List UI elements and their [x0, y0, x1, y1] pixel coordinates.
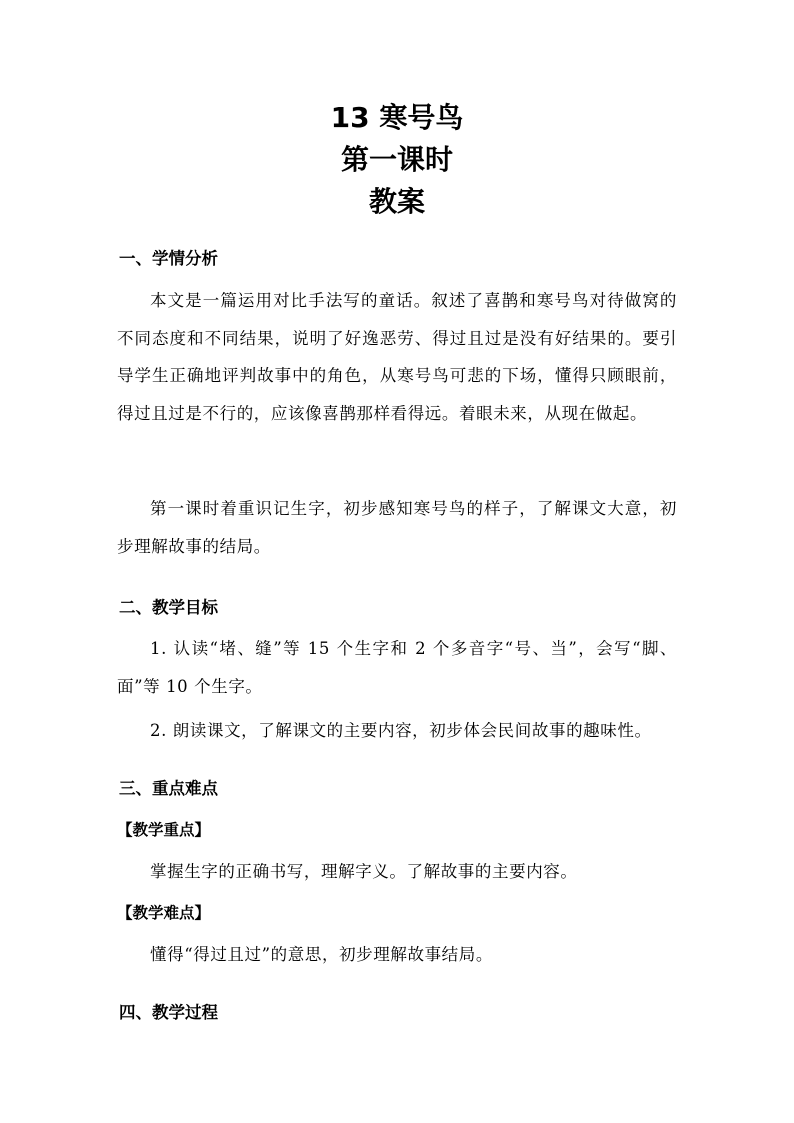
focus-text: 掌握生字的正确书写，理解字义。了解故事的主要内容。: [150, 862, 578, 881]
analysis-paragraph-2: 第一课时着重识记生字，初步感知寒号鸟的样子，了解课文大意，初步理解故事的结局。: [117, 499, 677, 556]
difficulty-text: 懂得“得过且过”的意思，初步理解故事结局。: [150, 945, 493, 964]
section-heading-process: 四、教学过程: [119, 1003, 218, 1022]
lesson-doc-type: 教案: [368, 185, 425, 218]
focus-label: 【教学重点】: [117, 821, 211, 839]
goal-item-2: 2. 朗读课文，了解课文的主要内容，初步体会民间故事的趣味性。: [150, 721, 652, 740]
section-heading-key-points: 三、重点难点: [119, 779, 218, 798]
lesson-period: 第一课时: [340, 143, 453, 176]
analysis-paragraph-1: 本文是一篇运用对比手法写的童话。叙述了喜鹊和寒号鸟对待做窝的不同态度和不同结果，说明了好逸恶劳、得过且过是没有好结果的。要引导学生正确地评判故事中的角色，从寒号鸟可悲的下场，懂得只顾眼前，得过且过是不行的，应该像喜鹊那样看得远。着眼未来，从现在做起。: [117, 291, 677, 423]
lesson-title: 13 寒号鸟: [330, 101, 464, 134]
difficulty-label: 【教学难点】: [117, 904, 211, 922]
section-heading-goals: 二、教学目标: [119, 598, 218, 617]
section-heading-analysis: 一、学情分析: [119, 249, 218, 268]
goal-item-1: 1. 认读“堵、缝”等 15 个生字和 2 个多音字“号、当”，会写“脚、面”等 10 个生字。: [117, 639, 677, 696]
